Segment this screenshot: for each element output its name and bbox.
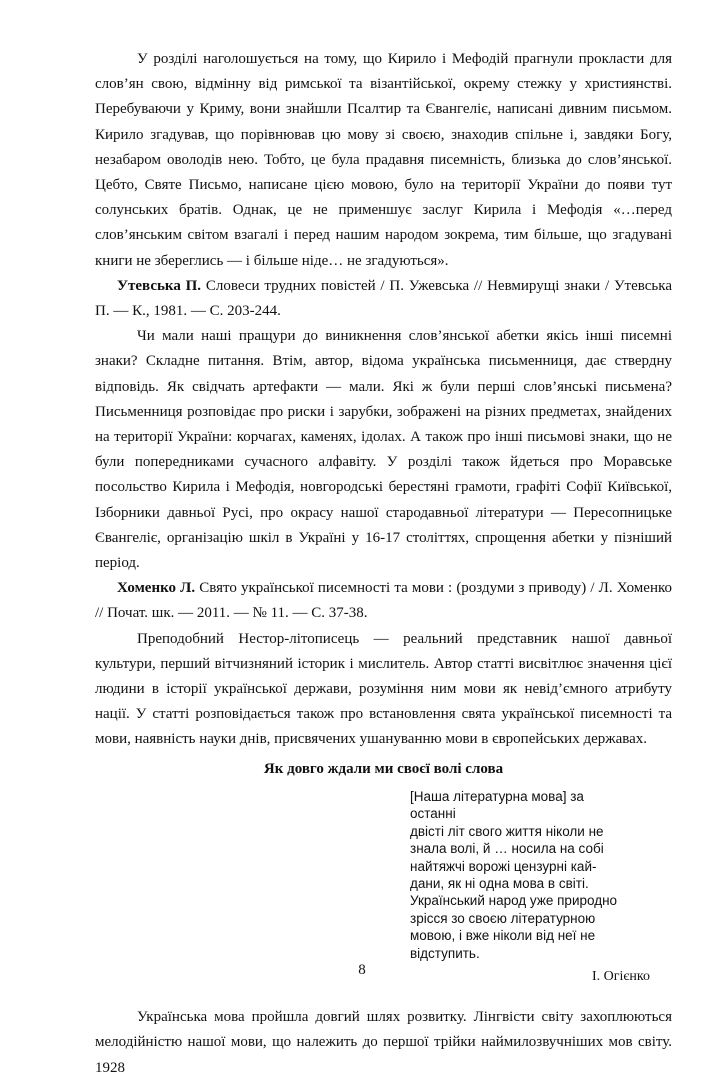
- reference-author: Хоменко Л.: [117, 580, 196, 597]
- epigraph-author: І. Огієнко: [592, 968, 650, 984]
- reference-text: Словеси трудних повістей / П. Ужевська // Невмирущі знаки / Утевська П. — К., 1981. — С. 203-244.: [95, 277, 672, 320]
- page-number: 8: [358, 962, 366, 978]
- paragraph-cyril-methodius: У розділі наголошується на тому, що Кирило і Мефодій прагнули прокласти для слов’ян свою, відмінну від римської та візантійської, окрему стежку у християнстві. Перебуваючи у Криму, вони знайшли Псалтир та Євангеліє, написані дивним письмом. Кирило згадував, що порівнював цю мову зі своєю, знаходив спільне і, завдяки Богу, незабаром оволодів нею. Тобто, це була прадавня писемність, близька до слов’янської. Цебто, Святе Письмо, написане цією мовою, було на території України до появи тут солунських братів. Однак, це не применшує заслуг Кирила і Мефодія «…перед слов’янським світом взагалі і перед нашим народом зокрема, тим більше, що згадувані книги не збереглись — і більше ніде… не згадуються».: [95, 51, 672, 269]
- epigraph-quote: [Наша літературна мова] за останні двісті літ свого життя ніколи не знала волі, й … носила на собі найтяжчі ворожі цензурні кай- дани, як ні одна мова в світі. Український народ уже природно зрісся зо своєю літературною мовою, і вже ніколи від неї не відступить.: [410, 788, 618, 961]
- bibliographic-reference: [95, 576, 672, 626]
- bibliographic-reference: [95, 274, 672, 324]
- paragraph-ukrainian-language: Українська мова пройшла довгий шлях розвитку. Лінгвісти світу захоплюються мелодійністю нашої мови, що належить до першої трійки наймилозвучніших мов світу. 1928: [95, 1009, 672, 1076]
- paragraph-slavic-writing: Чи мали наші пращури до виникнення слов’янської абетки якісь інші писемні знаки? Складне питання. Втім, автор, відома українська письменниця, дає ствердну відповідь. Як свідчать артефакти — мали. Які ж були перші слов’янські письмена? Письменниця розповідає про риски і зарубки, зображені на різних предметах, знайдених на території України: корчагах, каменях, ідолах. А також про інші письмові знаки, що не були попередниками сучасного алфавіту. У розділі також йдеться про Моравське посольство Кирила і Мефодія, новгородські берестяні грамоти, графіті Софії Київської, Ізборники давньої Русі, про окрасу нашої стародавньої літератури — Пересопницьке Євангеліє, організацію шкіл в Україні у 16-17 століттях, спрощення абетки у пізніший період.: [95, 328, 672, 572]
- section-heading: Як довго ждали ми своєї волі слова: [263, 760, 504, 777]
- reference-text: Свято української писемності та мови : (роздуми з приводу) / Л. Хоменко // Почат. шк. — 2011. — № 11. — С. 37-38.: [95, 580, 673, 622]
- reference-author: Утевська П.: [117, 277, 202, 294]
- page-content: [95, 47, 672, 1081]
- spacer: [95, 989, 672, 1005]
- paragraph-nestor-chronicler: Преподобний Нестор-літописець — реальний представник нашої давньої культури, перший вітчизняний історик і мислитель. Автор статті висвітлює значення цієї людини в історії української держави, розуміння ним мови як невід’ємного атрибуту нації. У статті розповідається також про встановлення свята української писемності та мови, наявність науки днів, присвячених ушануванню мови в європейських державах.: [95, 630, 672, 748]
